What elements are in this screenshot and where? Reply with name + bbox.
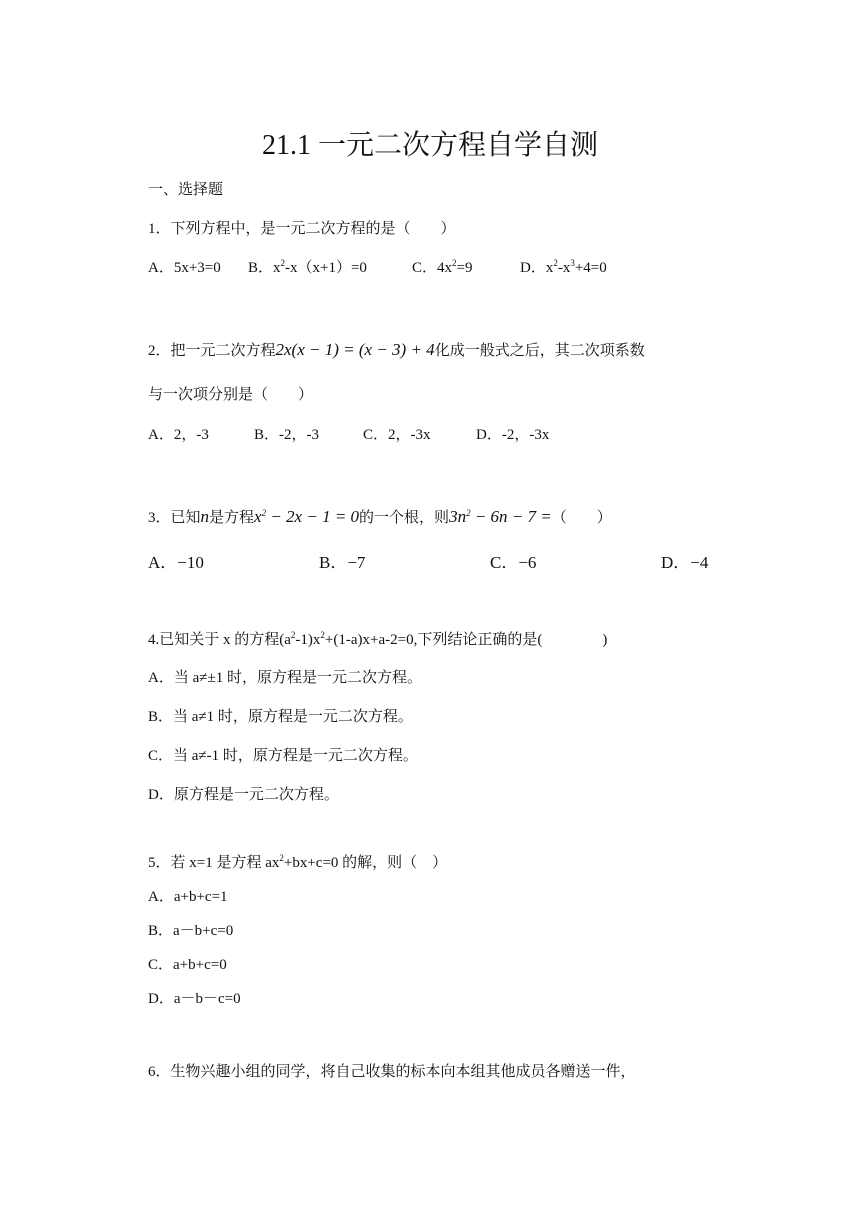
q1-option-d: D．$x^2-x^3+4=0$ (520, 258, 607, 276)
question-5-stem: 5．若 x=1 是方程 $ax^2+bx+c=0$ 的解，则（ ） (148, 853, 448, 871)
q3-option-b: B．−7 (319, 553, 366, 572)
q1-option-c: C．$4x^2=9$ (412, 258, 473, 276)
q5-option-c: C．a+b+c=0 (148, 957, 227, 973)
question-6-stem: 6．生物兴趣小组的同学，将自己收集的标本向本组其他成员各赠送一件， (148, 1064, 636, 1080)
q3-equation-2: $3n^2 - 6n - 7$ = (449, 507, 552, 526)
q3-option-c: C．−6 (490, 553, 537, 572)
question-3-stem: 3．已知n是方程$x^2 - 2x - 1 = 0$的一个根，则$3n^2 - 6n - 7$ =（ ） (148, 507, 612, 526)
section-heading: 一、选择题 (148, 182, 224, 198)
q3-equation-1: $x^2 - 2x - 1 = 0$ (254, 507, 360, 526)
question-4-stem: 4.已知关于 x 的方程$(a^2-1)x^2+(1-a)x+a-2=0$,下列结论正确的是( ) (148, 630, 608, 648)
q4-option-d: D．原方程是一元二次方程。 (148, 787, 339, 803)
q4-option-b: B．当 a≠1 时，原方程是一元二次方程。 (148, 709, 413, 725)
q1-option-a: A．5x+3=0 (148, 260, 221, 276)
q3-option-d: D．−4 (661, 553, 709, 572)
question-1-stem: 1．下列方程中，是一元二次方程的是（ ） (148, 221, 456, 237)
q1-option-b: B．$x^2-x(x+1)=0$ (248, 258, 367, 276)
q2-option-c: C．2，-3x (363, 427, 431, 443)
question-2-stem: 2．把一元二次方程2x(x − 1) = (x − 3) + 4化成一般式之后，其二次项系数 (148, 340, 645, 359)
q5-option-a: A．a+b+c=1 (148, 889, 228, 905)
question-2-stem-line2: 与一次项分别是（ ） (148, 387, 314, 403)
q2-option-d: D．-2，-3x (476, 427, 550, 443)
q4-option-a: A．当 a≠±1 时，原方程是一元二次方程。 (148, 670, 422, 686)
q5-option-b: B．a－b+c=0 (148, 923, 234, 939)
q3-variable: n (200, 507, 210, 526)
q2-equation: 2x(x − 1) = (x − 3) + 4 (275, 340, 435, 359)
q2-option-b: B．-2，-3 (254, 427, 319, 443)
page-title: 21.1 一元二次方程自学自测 (261, 130, 598, 161)
q5-option-d: D．a－b－c=0 (148, 991, 241, 1007)
q4-option-c: C．当 a≠-1 时，原方程是一元二次方程。 (148, 748, 418, 764)
q3-option-a: A．−10 (148, 553, 204, 572)
q2-option-a: A．2，-3 (148, 427, 209, 443)
